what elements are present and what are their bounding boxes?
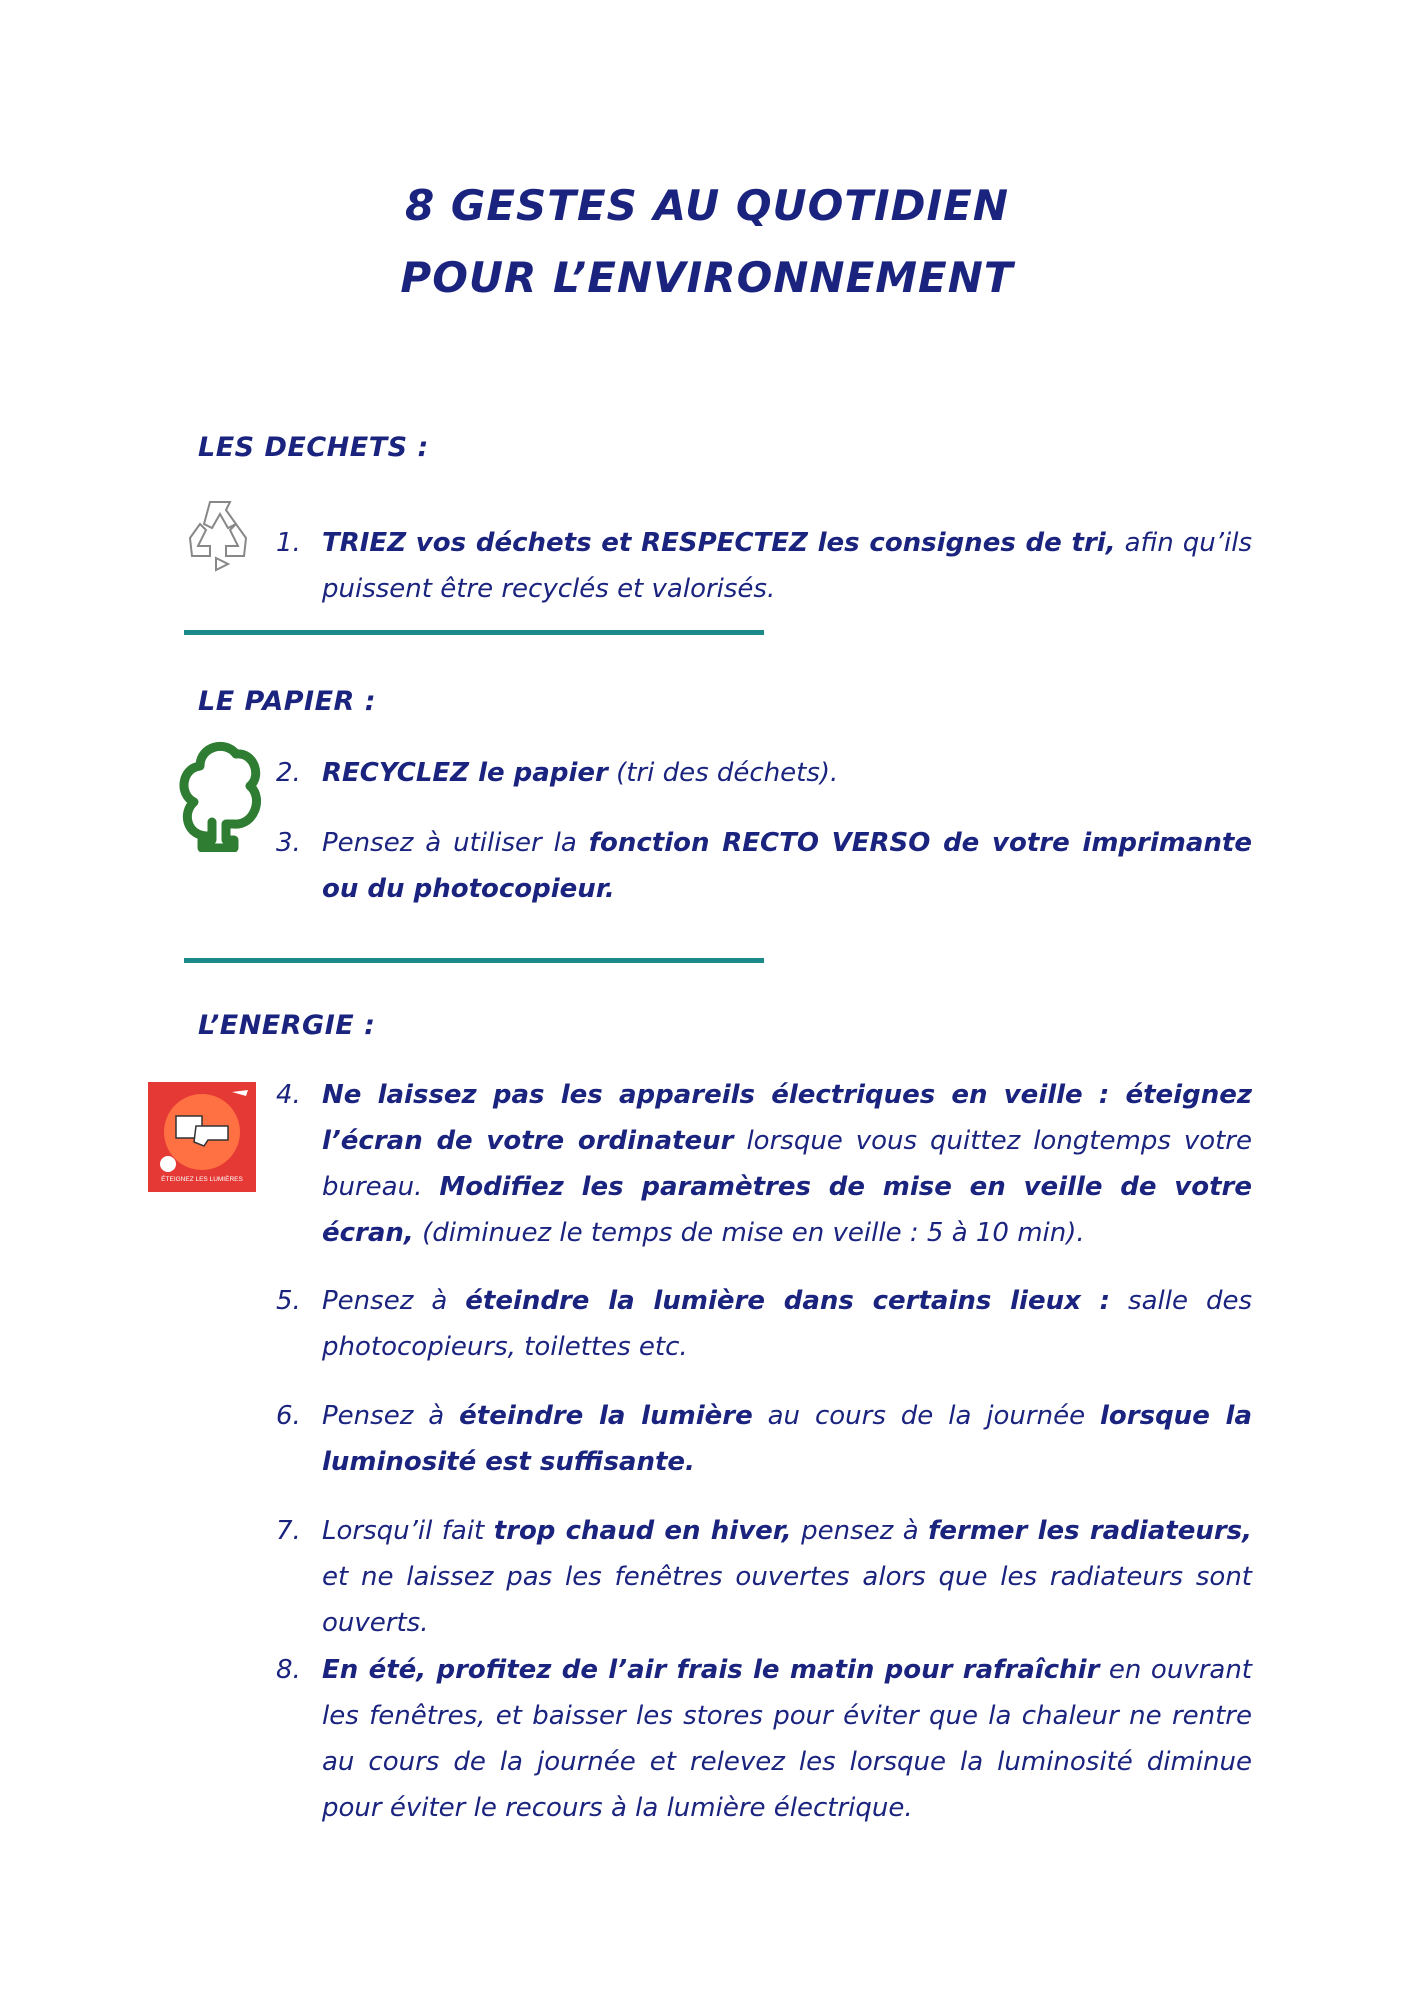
item-text-bold: trop chaud en hiver, xyxy=(493,1516,792,1546)
item-number: 8. xyxy=(276,1655,301,1685)
title-line-2: POUR L’ENVIRONNEMENT xyxy=(400,253,1014,302)
title-line-1: 8 GESTES AU QUOTIDIEN xyxy=(405,181,1009,230)
list-item-5 xyxy=(276,1278,1252,1370)
item-text-bold: lorsque la luminosité est suffisante. xyxy=(322,1401,1252,1477)
item-text-bold: fonction RECTO VERSO de votre imprimante ou du photocopieur. xyxy=(322,828,1252,904)
item-text-bold: TRIEZ vos déchets et RESPECTEZ les consignes de tri, xyxy=(322,528,1116,558)
item-text: salle des photocopieurs, toilettes etc. xyxy=(322,1286,1252,1362)
item-text-bold: RECYCLEZ le papier xyxy=(322,758,608,788)
section-divider xyxy=(184,630,764,635)
list-item-2 xyxy=(276,750,1252,796)
list-item-1 xyxy=(276,520,1252,612)
list-item-8 xyxy=(276,1647,1252,1831)
item-text-bold: éteindre la lumière xyxy=(459,1401,753,1431)
item-number: 6. xyxy=(276,1401,301,1431)
item-text: Pensez à utiliser la xyxy=(322,828,589,858)
item-text: Pensez à xyxy=(322,1401,460,1431)
item-text-bold: fermer les radiateurs, xyxy=(928,1516,1253,1546)
item-number: 3. xyxy=(276,828,301,858)
item-number: 5. xyxy=(276,1286,301,1316)
list-item-7 xyxy=(276,1508,1252,1646)
item-text-bold: Modifiez les paramètres de mise en veille de votre écran, xyxy=(322,1172,1252,1248)
sticker-text: ÉTEIGNEZ LES LUMIÈRES xyxy=(161,1176,243,1183)
item-text: (tri des déchets). xyxy=(607,758,839,788)
item-text: et ne laissez pas les fenêtres ouvertes alors que les radiateurs sont ouverts. xyxy=(322,1562,1252,1638)
item-text-bold: éteindre la lumière dans certains lieux : xyxy=(465,1286,1111,1316)
section-divider xyxy=(184,958,764,963)
item-text: afin qu’ils puissent être recyclés et valorisés. xyxy=(322,528,1252,604)
page-title xyxy=(0,170,1414,314)
list-item-4 xyxy=(276,1072,1252,1256)
item-number: 7. xyxy=(276,1516,301,1546)
list-item-6 xyxy=(276,1393,1252,1485)
list-item-3 xyxy=(276,820,1252,912)
item-text: en ouvrant les fenêtres, et baisser les stores pour éviter que la chaleur ne rentre au cours de la journée et relevez les lorsque la luminosité diminue pour éviter le recours à la lumière électrique. xyxy=(322,1655,1252,1823)
section-heading-papier: LE PAPIER : xyxy=(198,686,377,717)
item-text: pensez à xyxy=(791,1516,929,1546)
item-text: Pensez à xyxy=(322,1286,466,1316)
section-heading-energie: L’ENERGIE : xyxy=(198,1010,376,1041)
item-text-bold: Ne laissez pas les appareils électriques en veille : éteignez l’écran de votre ordinateur xyxy=(322,1080,1252,1156)
item-text: lorsque vous quittez longtemps votre bureau. xyxy=(322,1126,1252,1202)
item-text: (diminuez le temps de mise en veille : 5 à 10 min). xyxy=(413,1218,1085,1248)
item-text: Lorsqu’il fait xyxy=(322,1516,494,1546)
tree-icon xyxy=(172,736,266,852)
item-number: 2. xyxy=(276,758,301,788)
item-number: 4. xyxy=(276,1080,301,1110)
section-heading-dechets: LES DECHETS : xyxy=(198,432,429,463)
item-number: 1. xyxy=(276,528,301,558)
switch-off-lights-sticker xyxy=(148,1082,256,1192)
item-text: au cours de la journée xyxy=(752,1401,1100,1431)
item-text-bold: En été, profitez de l’air frais le matin pour rafraîchir xyxy=(322,1655,1100,1685)
recycle-icon xyxy=(180,494,260,574)
